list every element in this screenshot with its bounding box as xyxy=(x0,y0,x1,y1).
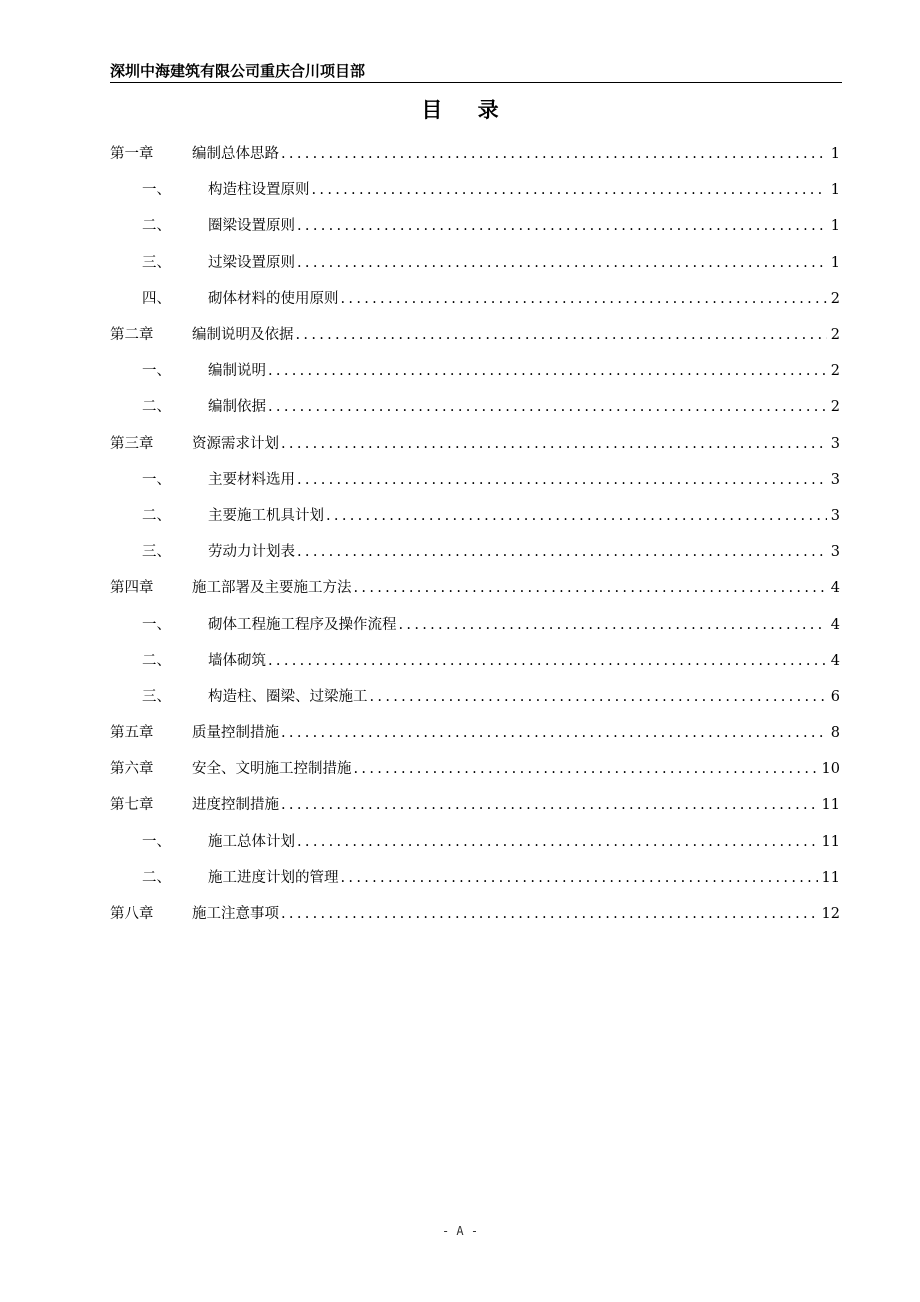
toc-entry-page-number: 1 xyxy=(830,146,840,163)
toc-entry-label: 圈梁设置原则 xyxy=(208,218,295,235)
toc-leader-dots xyxy=(281,144,827,164)
toc-chapter-entry[interactable] xyxy=(110,317,840,353)
toc-entry-number: 四、 xyxy=(142,290,171,307)
toc-chapter-entry[interactable] xyxy=(110,136,840,172)
toc-leader-dots xyxy=(281,795,818,815)
toc-entry-label: 质量控制措施 xyxy=(192,725,279,742)
toc-leader-dots xyxy=(268,361,827,381)
toc-entry-label: 编制依据 xyxy=(208,399,266,416)
toc-entry-label: 施工总体计划 xyxy=(208,833,295,850)
toc-leader-dots xyxy=(281,434,827,454)
toc-section-entry[interactable] xyxy=(110,208,840,244)
toc-entry-label: 施工进度计划的管理 xyxy=(208,869,339,886)
toc-entry-label: 主要材料选用 xyxy=(208,471,295,488)
toc-section-entry[interactable] xyxy=(110,643,840,679)
toc-leader-dots xyxy=(370,687,827,707)
toc-entry-number: 三、 xyxy=(142,688,171,705)
toc-entry-label: 砌体材料的使用原则 xyxy=(208,290,339,307)
toc-entry-page-number: 3 xyxy=(830,435,840,452)
toc-entry-label: 过梁设置原则 xyxy=(208,254,295,271)
toc-leader-dots xyxy=(268,651,827,671)
toc-entry-label: 编制说明及依据 xyxy=(192,327,294,344)
page-header xyxy=(110,60,842,83)
toc-entry-number: 一、 xyxy=(142,616,171,633)
page-footer: - A - xyxy=(441,1224,479,1238)
toc-entry-label: 施工部署及主要施工方法 xyxy=(192,580,352,597)
toc-entry-label: 主要施工机具计划 xyxy=(208,507,324,524)
toc-section-entry[interactable] xyxy=(110,824,840,860)
toc-section-entry[interactable] xyxy=(110,679,840,715)
toc-leader-dots xyxy=(281,904,818,924)
toc-entry-number: 第八章 xyxy=(110,906,154,923)
toc-entry-page-number: 3 xyxy=(830,507,840,524)
toc-chapter-entry[interactable] xyxy=(110,715,840,751)
toc-entry-label: 构造柱设置原则 xyxy=(208,182,310,199)
toc-leader-dots xyxy=(341,868,818,888)
toc-entry-label: 劳动力计划表 xyxy=(208,544,295,561)
toc-entry-number: 二、 xyxy=(142,652,171,669)
toc-entry-page-number: 8 xyxy=(830,725,840,742)
toc-entry-number: 三、 xyxy=(142,254,171,271)
toc-entry-page-number: 11 xyxy=(821,797,840,814)
toc-chapter-entry[interactable] xyxy=(110,787,840,823)
toc-entry-label: 资源需求计划 xyxy=(192,435,279,452)
toc-title: 目 录 xyxy=(421,98,513,122)
toc-section-entry[interactable] xyxy=(110,534,840,570)
table-of-contents xyxy=(110,136,840,932)
toc-section-entry[interactable] xyxy=(110,172,840,208)
toc-entry-number: 第七章 xyxy=(110,797,154,814)
toc-leader-dots xyxy=(297,216,827,236)
toc-entry-page-number: 12 xyxy=(821,906,840,923)
toc-chapter-entry[interactable] xyxy=(110,896,840,932)
toc-leader-dots xyxy=(354,578,827,598)
toc-entry-number: 第三章 xyxy=(110,435,154,452)
toc-leader-dots xyxy=(296,325,827,345)
toc-leader-dots xyxy=(297,832,818,852)
company-name: 深圳中海建筑有限公司重庆合川项目部 xyxy=(110,62,366,80)
toc-entry-page-number: 6 xyxy=(830,688,840,705)
toc-entry-number: 二、 xyxy=(142,399,171,416)
toc-leader-dots xyxy=(297,253,827,273)
toc-entry-page-number: 2 xyxy=(830,327,840,344)
toc-entry-label: 编制总体思路 xyxy=(192,146,279,163)
toc-entry-page-number: 4 xyxy=(830,616,840,633)
toc-entry-page-number: 10 xyxy=(821,761,840,778)
toc-entry-label: 墙体砌筑 xyxy=(208,652,266,669)
toc-entry-label: 构造柱、圈梁、过梁施工 xyxy=(208,688,368,705)
toc-entry-label: 砌体工程施工程序及操作流程 xyxy=(208,616,397,633)
toc-section-entry[interactable] xyxy=(110,860,840,896)
toc-entry-page-number: 2 xyxy=(830,290,840,307)
toc-section-entry[interactable] xyxy=(110,462,840,498)
toc-entry-number: 三、 xyxy=(142,544,171,561)
toc-entry-label: 安全、文明施工控制措施 xyxy=(192,761,352,778)
toc-entry-page-number: 4 xyxy=(830,580,840,597)
toc-entry-number: 一、 xyxy=(142,363,171,380)
toc-entry-page-number: 1 xyxy=(830,254,840,271)
toc-leader-dots xyxy=(312,180,827,200)
toc-entry-number: 二、 xyxy=(142,218,171,235)
toc-entry-number: 第二章 xyxy=(110,327,154,344)
toc-leader-dots xyxy=(341,289,827,309)
toc-entry-page-number: 2 xyxy=(830,399,840,416)
toc-entry-page-number: 4 xyxy=(830,652,840,669)
toc-entry-number: 一、 xyxy=(142,833,171,850)
toc-section-entry[interactable] xyxy=(110,245,840,281)
toc-entry-page-number: 3 xyxy=(830,471,840,488)
toc-entry-page-number: 1 xyxy=(830,218,840,235)
toc-entry-number: 二、 xyxy=(142,869,171,886)
toc-leader-dots xyxy=(326,506,827,526)
toc-chapter-entry[interactable] xyxy=(110,751,840,787)
toc-leader-dots xyxy=(354,759,818,779)
toc-leader-dots xyxy=(399,615,827,635)
toc-entry-page-number: 11 xyxy=(821,833,840,850)
toc-entry-number: 第五章 xyxy=(110,725,154,742)
toc-entry-label: 编制说明 xyxy=(208,363,266,380)
toc-entry-label: 施工注意事项 xyxy=(192,906,279,923)
toc-entry-number: 一、 xyxy=(142,182,171,199)
toc-entry-page-number: 11 xyxy=(821,869,840,886)
toc-section-entry[interactable] xyxy=(110,353,840,389)
toc-section-entry[interactable] xyxy=(110,281,840,317)
toc-entry-number: 第四章 xyxy=(110,580,154,597)
toc-leader-dots xyxy=(281,723,827,743)
toc-entry-number: 第一章 xyxy=(110,146,154,163)
toc-section-entry[interactable] xyxy=(110,498,840,534)
toc-entry-page-number: 1 xyxy=(830,182,840,199)
toc-section-entry[interactable] xyxy=(110,389,840,425)
toc-chapter-entry[interactable] xyxy=(110,426,840,462)
toc-entry-label: 进度控制措施 xyxy=(192,797,279,814)
toc-leader-dots xyxy=(297,470,827,490)
toc-entry-number: 一、 xyxy=(142,471,171,488)
toc-entry-page-number: 2 xyxy=(830,363,840,380)
toc-leader-dots xyxy=(297,542,827,562)
toc-entry-page-number: 3 xyxy=(830,544,840,561)
toc-leader-dots xyxy=(268,397,827,417)
toc-section-entry[interactable] xyxy=(110,606,840,642)
toc-entry-number: 二、 xyxy=(142,507,171,524)
toc-chapter-entry[interactable] xyxy=(110,570,840,606)
toc-entry-number: 第六章 xyxy=(110,761,154,778)
